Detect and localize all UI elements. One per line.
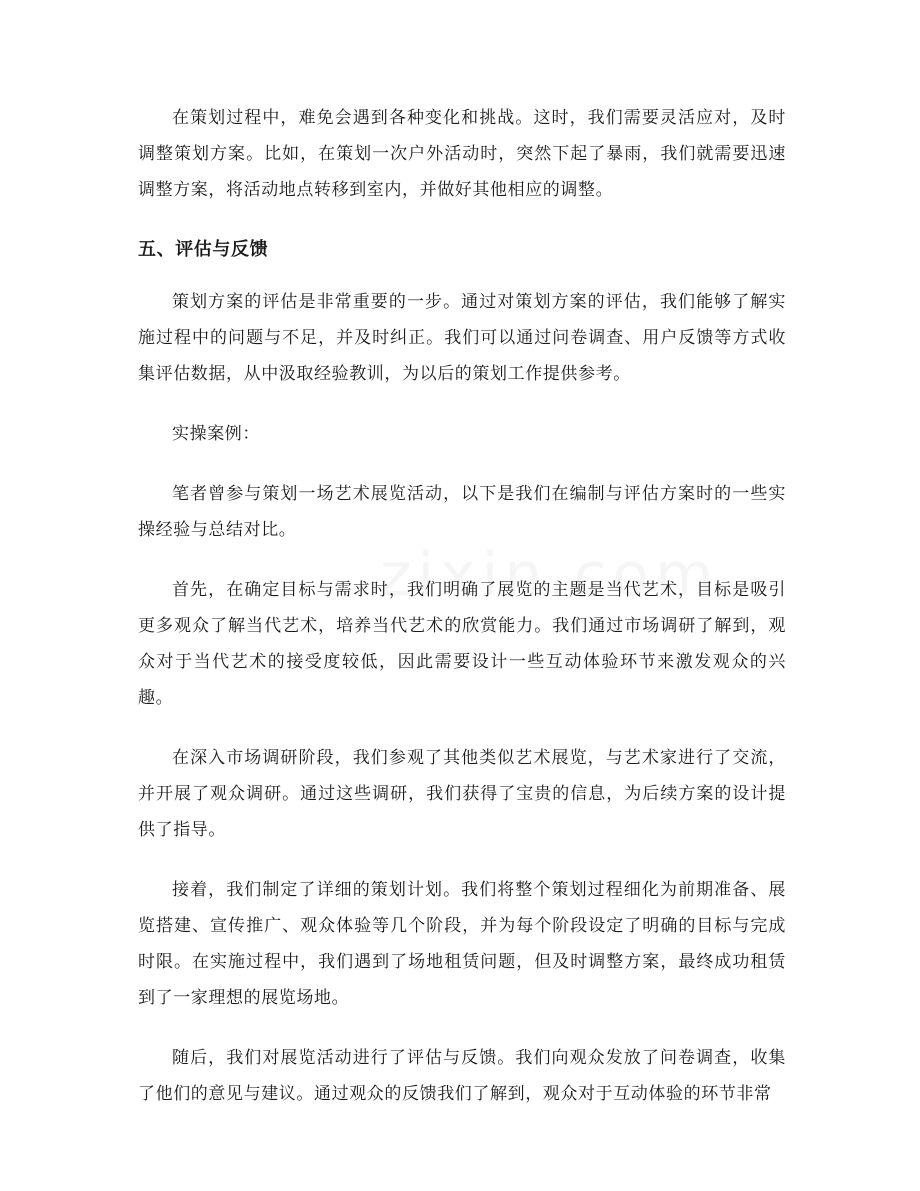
- paragraph: 随后，我们对展览活动进行了评估与反馈。我们向观众发放了问卷调查，收集了他们的意见与建议。通过观众的反馈我们了解到，观众对于互动体验的环节非常: [138, 1048, 786, 1104]
- document-body: [138, 100, 786, 1136]
- paragraph: 在深入市场调研阶段，我们参观了其他类似艺术展览，与艺术家进行了交流，并开展了观众调研。通过这些调研，我们获得了宝贵的信息，为后续方案的设计提供了指导。: [138, 748, 786, 840]
- section-heading: 五、评估与反馈: [138, 239, 269, 260]
- paragraph: 策划方案的评估是非常重要的一步。通过对策划方案的评估，我们能够了解实施过程中的问题与不足，并及时纠正。我们可以通过问卷调查、用户反馈等方式收集评估数据，从中汲取经验教训，为以后的策划工作提供参考。: [138, 292, 786, 384]
- paragraph: 在策划过程中，难免会遇到各种变化和挑战。这时，我们需要灵活应对，及时调整策划方案。比如，在策划一次户外活动时，突然下起了暴雨，我们就需要迅速调整方案，将活动地点转移到室内，并做好其他相应的调整。: [138, 108, 786, 200]
- paragraph-label: 实操案例：: [172, 424, 260, 444]
- paragraph: 笔者曾参与策划一场艺术展览活动，以下是我们在编制与评估方案时的一些实操经验与总结对比。: [138, 484, 786, 540]
- paragraph: 接着，我们制定了详细的策划计划。我们将整个策划过程细化为前期准备、展览搭建、宣传推广、观众体验等几个阶段，并为每个阶段设定了明确的目标与完成时限。在实施过程中，我们遇到了场地租赁问题，但及时调整方案，最终成功租赁到了一家理想的展览场地。: [138, 880, 786, 1008]
- paragraph: 首先，在确定目标与需求时，我们明确了展览的主题是当代艺术，目标是吸引更多观众了解当代艺术，培养当代艺术的欣赏能力。我们通过市场调研了解到，观众对于当代艺术的接受度较低，因此需要设计一些互动体验环节来激发观众的兴趣。: [138, 580, 786, 708]
